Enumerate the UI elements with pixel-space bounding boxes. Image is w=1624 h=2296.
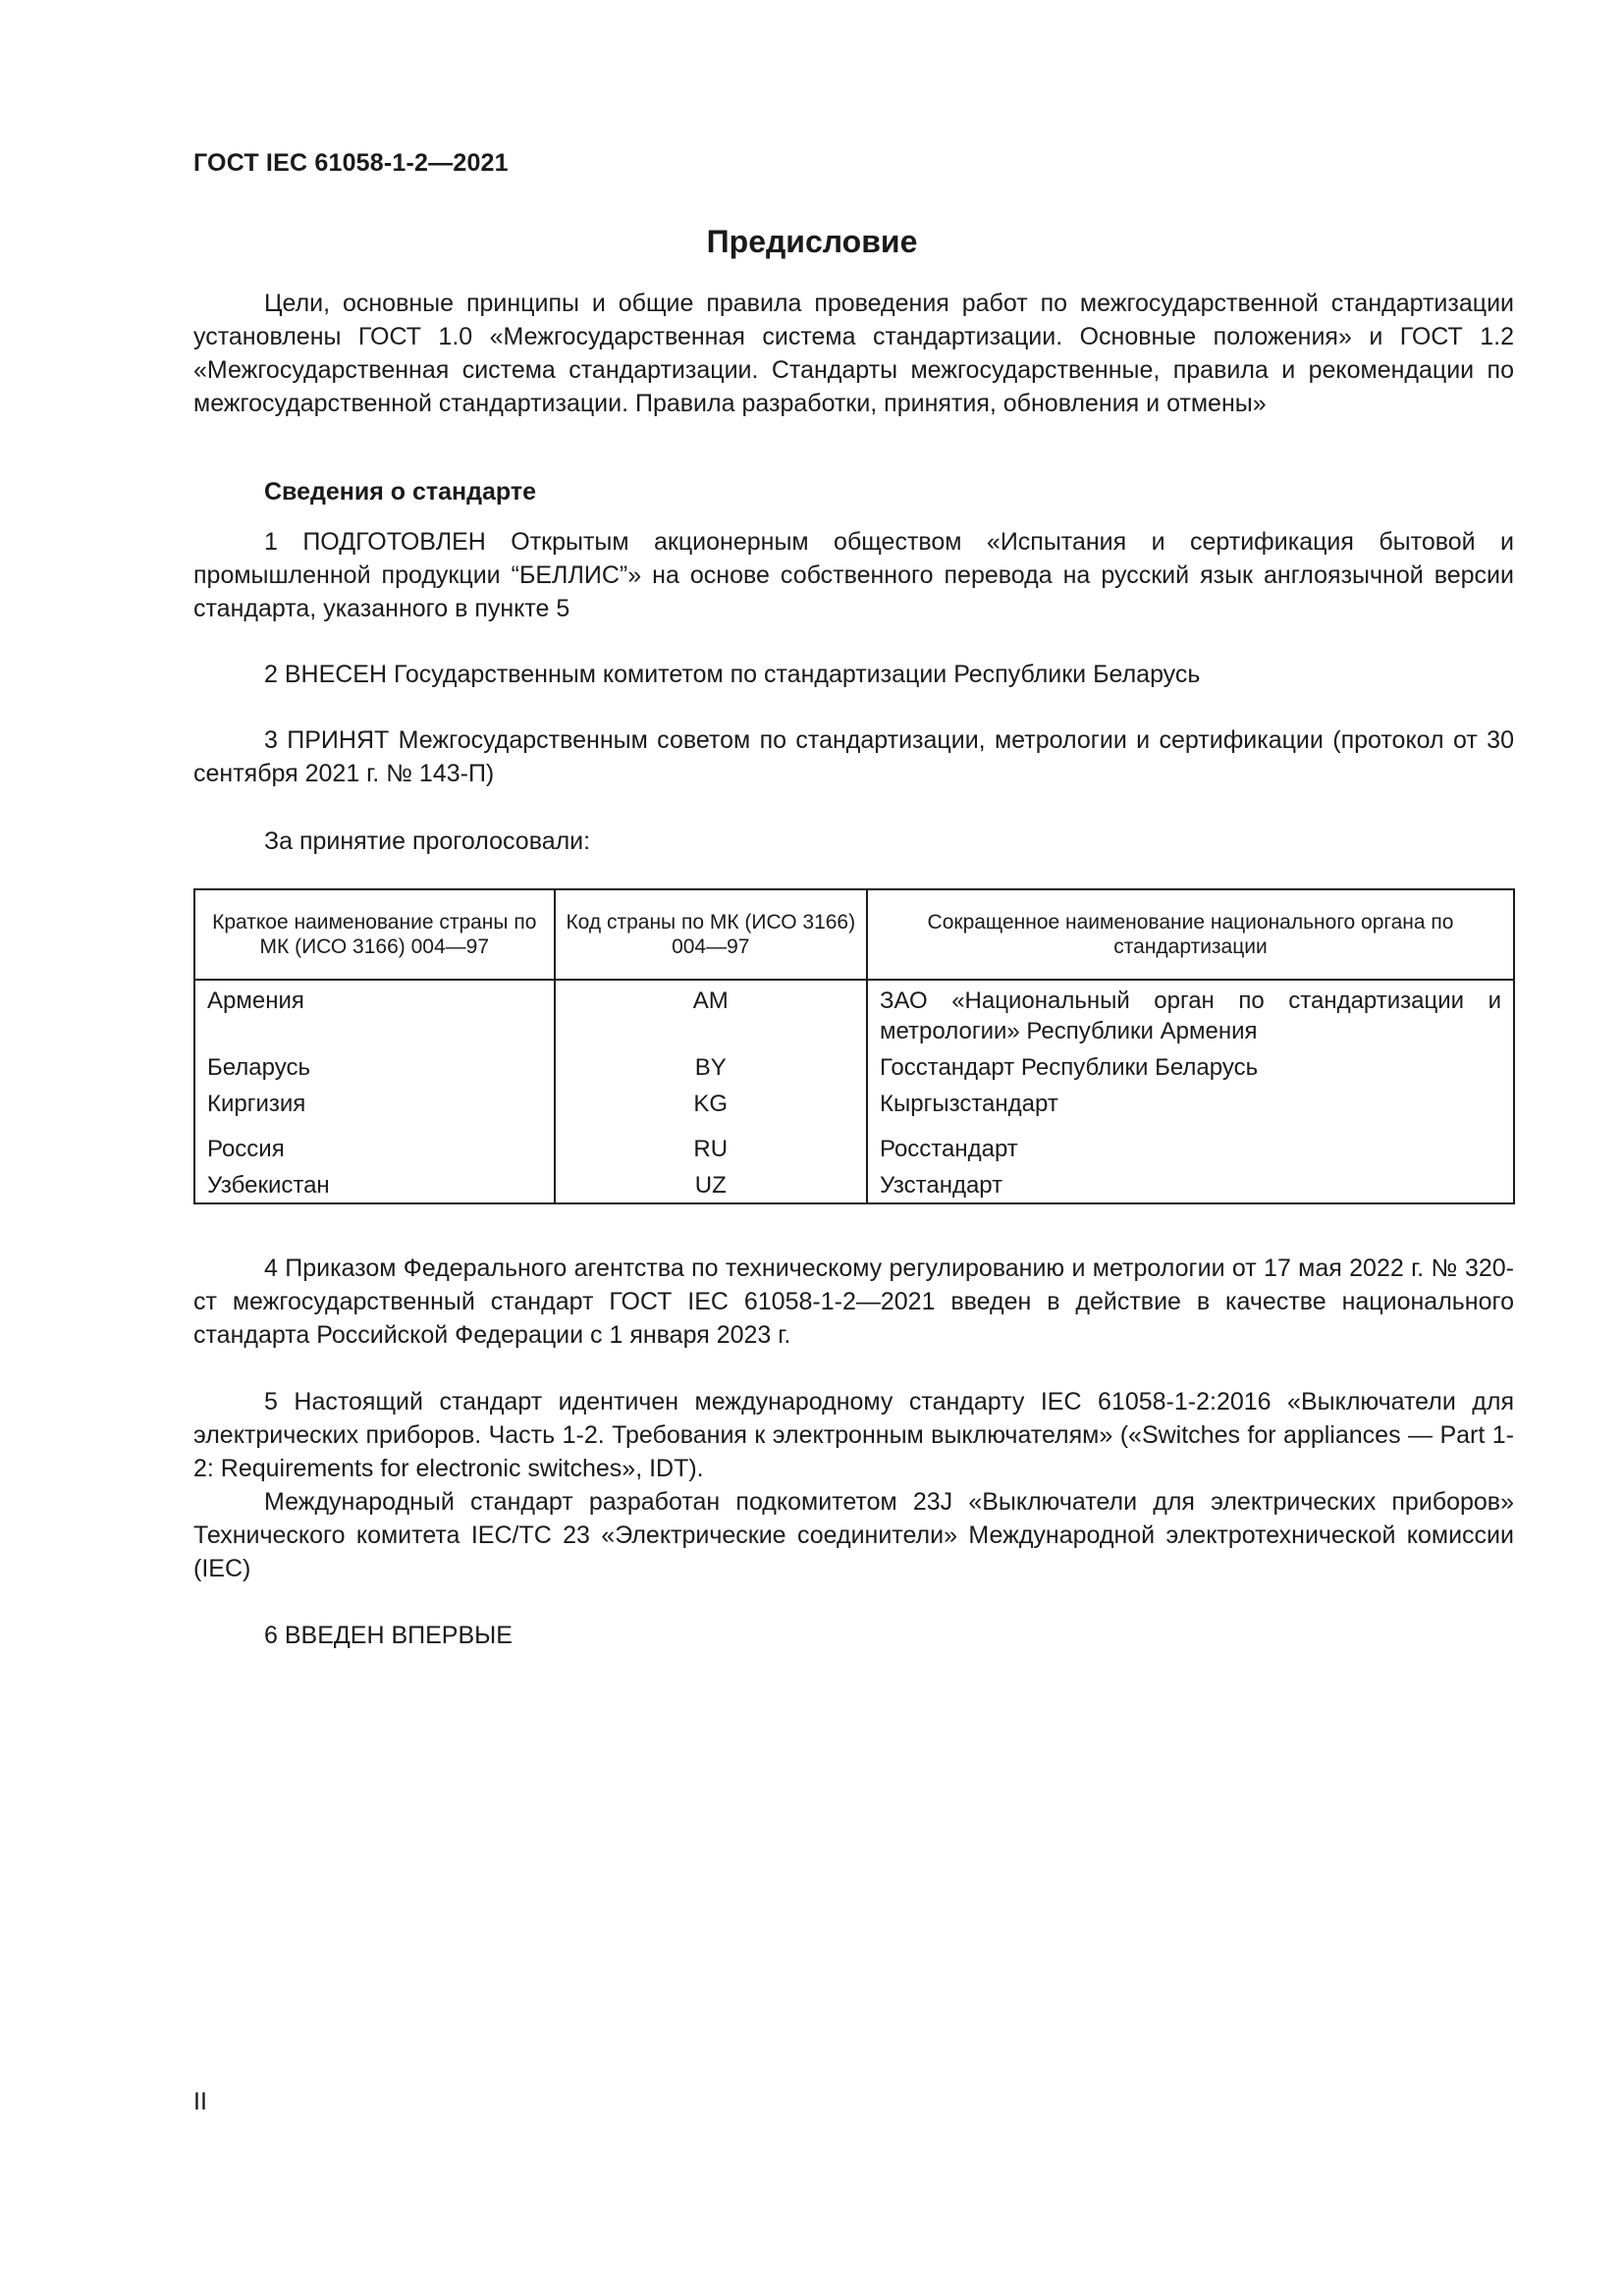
table-row <box>194 1131 1514 1167</box>
header-country-code: Код страны по МК (ИСО 3166) 004—97 <box>555 889 867 980</box>
item-2-paragraph: 2 ВНЕСЕН Государственным комитетом по стандартизации Республики Беларусь <box>264 661 1201 688</box>
table-row <box>194 1167 1514 1203</box>
section-heading: Сведения о стандарте <box>264 478 537 506</box>
item-5-continuation-paragraph: Международный стандарт разработан подкомитетом 23J «Выключатели для электрических приборов» Технического комитета IEC/TC 23 «Электрические соединители» Международной электротехнической комиссии (IEC) <box>193 1488 1514 1582</box>
cell-code: BY <box>555 1049 867 1086</box>
cell-standards-body: Узстандарт <box>867 1167 1514 1203</box>
cell-code: AM <box>555 980 867 1049</box>
page-title: Предисловие <box>706 224 918 259</box>
cell-code: KG <box>555 1086 867 1131</box>
item-4-paragraph: 4 Приказом Федерального агентства по техническому регулированию и метрологии от 17 мая 2022 г. № 320-ст межгосударственный стандарт ГОСТ IEC 61058-1-2—2021 введен в действие в качестве национального стандарта Российской Федерации с 1 января 2023 г. <box>193 1255 1514 1349</box>
document-code-header: ГОСТ IEC 61058-1-2—2021 <box>193 149 509 177</box>
cell-standards-body: Росстандарт <box>867 1131 1514 1167</box>
cell-standards-body: Госстандарт Республики Беларусь <box>867 1049 1514 1086</box>
cell-code: RU <box>555 1131 867 1167</box>
cell-country: Россия <box>194 1131 555 1167</box>
item-3-paragraph: 3 ПРИНЯТ Межгосударственным советом по стандартизации, метрологии и сертификации (протокол от 30 сентября 2021 г. № 143-П) <box>193 726 1514 787</box>
intro-paragraph: Цели, основные принципы и общие правила проведения работ по межгосударственной стандартизации установлены ГОСТ 1.0 «Межгосударственная система стандартизации. Основные положения» и ГОСТ 1.2 «Межгосударственная система стандартизации. Стандарты межгосударственные, правила и рекомендации по межгосударственной стандартизации. Правила разработки, принятия, обновления и отмены» <box>193 290 1514 417</box>
item-6-paragraph: 6 ВВЕДЕН ВПЕРВЫЕ <box>264 1622 513 1649</box>
table-row <box>194 1049 1514 1086</box>
cell-standards-body: Кыргызстандарт <box>867 1086 1514 1131</box>
cell-country: Беларусь <box>194 1049 555 1086</box>
header-country: Краткое наименование страны по МК (ИСО 3166) 004—97 <box>194 889 555 980</box>
item-1-paragraph: 1 ПОДГОТОВЛЕН Открытым акционерным обществом «Испытания и сертификация бытовой и промышленной продукции “БЕЛЛИС”» на основе собственного перевода на русский язык англоязычной версии стандарта, указанного в пункте 5 <box>193 528 1514 622</box>
cell-country: Киргизия <box>194 1086 555 1131</box>
table-row <box>194 980 1514 1049</box>
table-row <box>194 1086 1514 1131</box>
table-header-row <box>194 889 1514 980</box>
header-standards-body: Сокращенное наименование национального органа по стандартизации <box>867 889 1514 980</box>
item-5-paragraph: 5 Настоящий стандарт идентичен международному стандарту IEC 61058-1-2:2016 «Выключатели для электрических приборов. Часть 1-2. Требования к электронным выключателям» («Switches for appliances — Part 1-2: Requirements for electronic switches», IDT). <box>193 1388 1514 1482</box>
voting-countries-table <box>193 888 1515 1204</box>
vote-intro-paragraph: За принятие проголосовали: <box>264 828 591 855</box>
cell-country: Армения <box>194 980 555 1049</box>
page-number: II <box>193 2088 207 2115</box>
cell-country: Узбекистан <box>194 1167 555 1203</box>
cell-code: UZ <box>555 1167 867 1203</box>
cell-standards-body: ЗАО «Национальный орган по стандартизации и метрологии» Республики Армения <box>867 980 1514 1049</box>
